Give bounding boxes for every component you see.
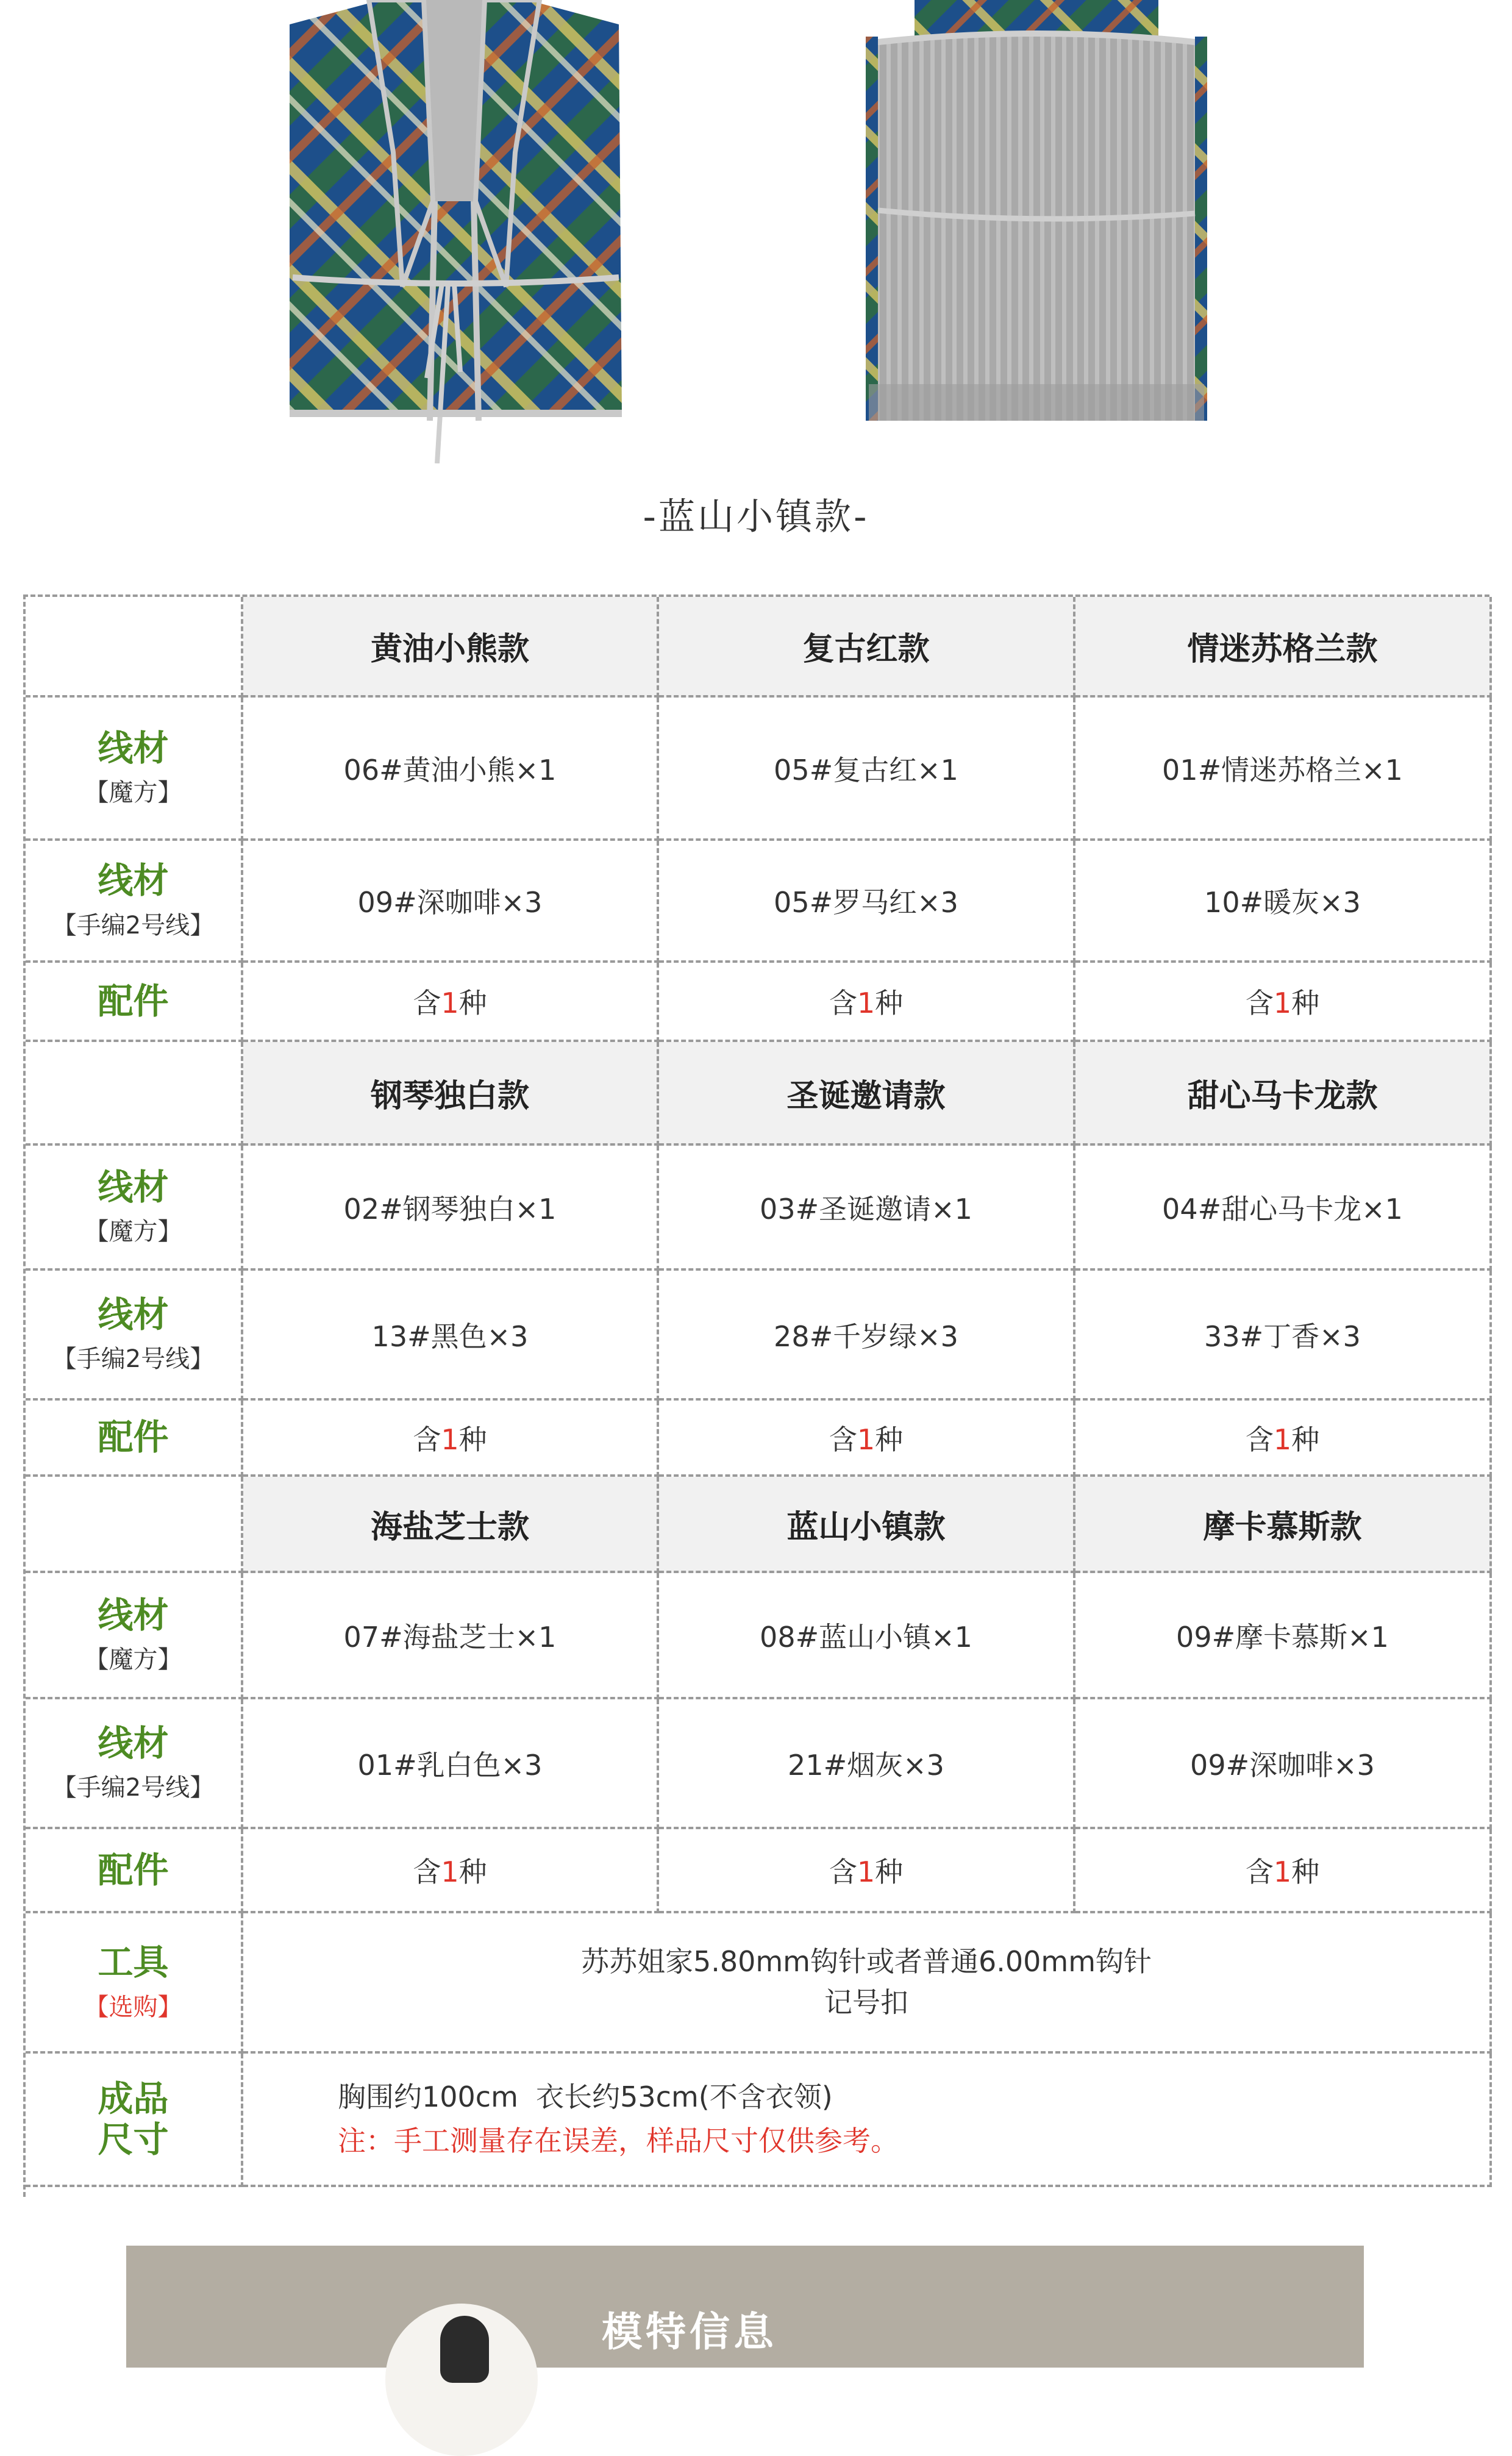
accessory-cell: 含1种 (243, 1829, 659, 1913)
accessory-cell: 含1种 (659, 963, 1075, 1042)
style-header: 海盐芝士款 (243, 1477, 659, 1573)
row-label-title: 线材 (98, 860, 169, 902)
row-label-title: 配件 (98, 1849, 169, 1891)
yarn-hand-cell: 33#丁香×3 (1075, 1271, 1492, 1401)
yarn-hand-cell: 13#黑色×3 (243, 1271, 659, 1401)
yarn-mofang-cell: 05#复古红×1 (659, 698, 1075, 841)
yarn-mofang-cell: 07#海盐芝士×1 (243, 1573, 659, 1699)
yarn-mofang-cell: 06#黄油小熊×1 (243, 698, 659, 841)
yarn-hand-cell: 28#千岁绿×3 (659, 1271, 1075, 1401)
vest-back-photo (854, 0, 1219, 427)
yarn-hand-cell: 09#深咖啡×3 (243, 841, 659, 963)
yarn-hand-cell: 10#暖灰×3 (1075, 841, 1492, 963)
model-info-title: 模特信息 (602, 2308, 777, 2355)
size-measurements: 胸围约100cm 衣长约53cm(不含衣领) (338, 2080, 833, 2114)
yarn-hand-cell: 21#烟灰×3 (659, 1699, 1075, 1829)
row-label-sub: 【选购】 (84, 1993, 182, 2021)
yarn-mofang-cell: 03#圣诞邀请×1 (659, 1146, 1075, 1271)
model-avatar (385, 2304, 538, 2456)
row-label-sub: 【手编2号线】 (52, 1345, 215, 1374)
row-label-title: 成品 (98, 2077, 169, 2119)
row-label-title: 线材 (98, 727, 169, 769)
yarn-mofang-cell: 01#情迷苏格兰×1 (1075, 698, 1492, 841)
yarn-hand-cell: 09#深咖啡×3 (1075, 1699, 1492, 1829)
row-label-title: 尺寸 (98, 2118, 169, 2160)
tools-cell (243, 1913, 1492, 2054)
row-label-accessory (26, 1401, 243, 1477)
row-label-yarn-hand (26, 841, 243, 963)
corner-cell (26, 1042, 243, 1146)
style-header: 蓝山小镇款 (659, 1477, 1075, 1573)
row-label-yarn-mofang (26, 698, 243, 841)
row-label-title: 配件 (98, 980, 169, 1022)
materials-table (23, 594, 1489, 2197)
row-label-accessory (26, 963, 243, 1042)
style-header: 黄油小熊款 (243, 597, 659, 698)
accessory-cell: 含1种 (243, 1401, 659, 1477)
size-cell (243, 2054, 1492, 2187)
style-caption: -蓝山小镇款- (643, 496, 869, 538)
style-header: 钢琴独白款 (243, 1042, 659, 1146)
row-label-title: 线材 (98, 1594, 169, 1636)
accessory-cell: 含1种 (243, 963, 659, 1042)
row-label-size (26, 2054, 243, 2187)
vest-front-photo (277, 0, 631, 463)
style-header: 复古红款 (659, 597, 1075, 698)
yarn-hand-cell: 05#罗马红×3 (659, 841, 1075, 963)
yarn-mofang-cell: 04#甜心马卡龙×1 (1075, 1146, 1492, 1271)
style-header: 甜心马卡龙款 (1075, 1042, 1492, 1146)
corner-cell (26, 1477, 243, 1573)
model-hair (440, 2316, 489, 2383)
row-label-sub: 【魔方】 (84, 779, 182, 807)
row-label-sub: 【手编2号线】 (52, 911, 215, 940)
corner-cell (26, 597, 243, 698)
model-info-banner (126, 2246, 1364, 2368)
row-label-yarn-mofang (26, 1573, 243, 1699)
accessory-cell: 含1种 (1075, 963, 1492, 1042)
accessory-cell: 含1种 (1075, 1401, 1492, 1477)
style-header: 摩卡慕斯款 (1075, 1477, 1492, 1573)
row-label-title: 配件 (98, 1416, 169, 1458)
accessory-cell: 含1种 (659, 1829, 1075, 1913)
row-label-tools (26, 1913, 243, 2054)
yarn-mofang-cell: 08#蓝山小镇×1 (659, 1573, 1075, 1699)
row-label-sub: 【手编2号线】 (52, 1774, 215, 1802)
accessory-cell: 含1种 (1075, 1829, 1492, 1913)
row-label-yarn-hand (26, 1271, 243, 1401)
row-label-title: 线材 (98, 1166, 169, 1208)
style-header: 情迷苏格兰款 (1075, 597, 1492, 698)
accessory-cell: 含1种 (659, 1401, 1075, 1477)
size-note: 注：手工测量存在误差，样品尺寸仅供参考。 (338, 2124, 899, 2157)
row-label-sub: 【魔方】 (84, 1646, 182, 1674)
row-label-accessory (26, 1829, 243, 1913)
tools-line: 记号扣 (824, 1986, 908, 2019)
yarn-mofang-cell: 09#摩卡慕斯×1 (1075, 1573, 1492, 1699)
row-label-title: 工具 (98, 1941, 169, 1983)
style-header: 圣诞邀请款 (659, 1042, 1075, 1146)
tools-line: 苏苏姐家5.80mm钩针或者普通6.00mm钩针 (580, 1945, 1152, 1979)
row-label-title: 线材 (98, 1722, 169, 1764)
row-label-yarn-mofang (26, 1146, 243, 1271)
yarn-hand-cell: 01#乳白色×3 (243, 1699, 659, 1829)
yarn-mofang-cell: 02#钢琴独白×1 (243, 1146, 659, 1271)
row-label-title: 线材 (98, 1293, 169, 1335)
row-label-yarn-hand (26, 1699, 243, 1829)
row-label-sub: 【魔方】 (84, 1218, 182, 1246)
